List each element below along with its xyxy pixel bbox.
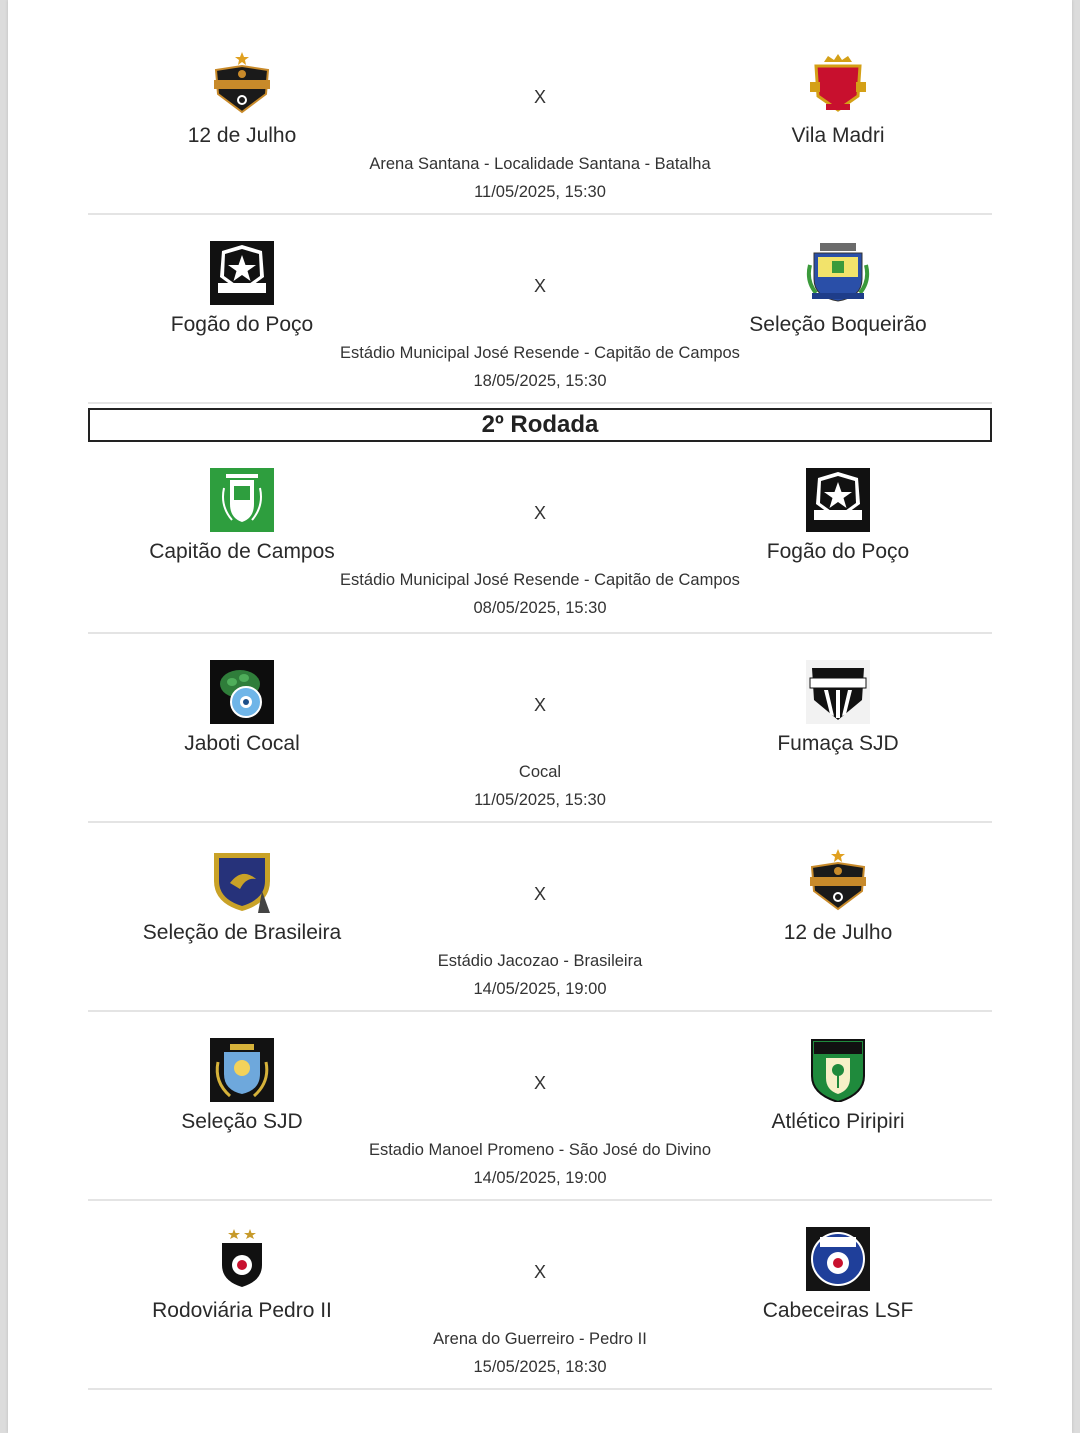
away-team-name: 12 de Julho xyxy=(783,921,893,944)
away-team xyxy=(678,1038,998,1134)
away-team xyxy=(678,660,998,756)
away-team-name: Cabeceiras LSF xyxy=(762,1299,914,1322)
match-venue: Estádio Jacozao - Brasileira xyxy=(437,952,643,970)
away-team xyxy=(678,52,998,148)
match-row xyxy=(88,0,992,215)
versus-label: X xyxy=(533,276,546,296)
home-team-name: Rodoviária Pedro II xyxy=(152,1299,332,1322)
away-team xyxy=(678,468,998,564)
fixtures-list xyxy=(88,0,992,1390)
match-datetime: 14/05/2025, 19:00 xyxy=(473,1169,607,1187)
match-datetime: 18/05/2025, 15:30 xyxy=(473,372,607,390)
match-datetime: 11/05/2025, 15:30 xyxy=(474,791,606,809)
match-row xyxy=(88,634,992,823)
versus-label: X xyxy=(533,87,546,107)
away-team-name: Fogão do Poço xyxy=(766,540,910,563)
match-row xyxy=(88,1012,992,1201)
versus-label: X xyxy=(533,695,546,715)
home-team-name: Capitão de Campos xyxy=(149,540,335,563)
match-datetime: 11/05/2025, 15:30 xyxy=(474,183,606,201)
away-team xyxy=(678,849,998,945)
striped-shield-icon xyxy=(806,660,870,724)
versus-label: X xyxy=(533,1073,546,1093)
home-team-name: 12 de Julho xyxy=(187,124,297,147)
piripiri-green-shield-icon xyxy=(806,1038,870,1102)
shield-black-star-icon xyxy=(806,849,870,913)
versus-label: X xyxy=(533,503,546,523)
versus-label: X xyxy=(533,884,546,904)
match-venue: Arena Santana - Localidade Santana - Batalha xyxy=(369,155,711,173)
match-venue: Estádio Municipal José Resende - Capitão de Campos xyxy=(340,344,740,362)
navy-crest-ball-icon xyxy=(806,1227,870,1291)
match-datetime: 08/05/2025, 15:30 xyxy=(473,599,607,617)
match-venue: Estádio Municipal José Resende - Capitão de Campos xyxy=(340,571,740,589)
match-row xyxy=(88,823,992,1012)
away-team-name: Vila Madri xyxy=(791,124,885,147)
away-team-name: Seleção Boqueirão xyxy=(749,313,927,336)
municipal-crest-blue-icon xyxy=(806,241,870,305)
match-datetime: 14/05/2025, 19:00 xyxy=(473,980,607,998)
home-team-name: Fogão do Poço xyxy=(170,313,314,336)
match-venue: Arena do Guerreiro - Pedro II xyxy=(433,1330,647,1348)
away-team xyxy=(678,1227,998,1323)
match-venue: Cocal xyxy=(518,763,562,781)
fixtures-page xyxy=(8,0,1072,1433)
match-datetime: 15/05/2025, 18:30 xyxy=(473,1358,607,1376)
match-row xyxy=(88,442,992,634)
away-team-name: Atlético Piripiri xyxy=(771,1110,905,1133)
home-team-name: Seleção de Brasileira xyxy=(142,921,342,944)
home-team-name: Jaboti Cocal xyxy=(184,732,300,755)
black-star-badge-icon xyxy=(806,468,870,532)
match-row xyxy=(88,215,992,404)
match-row xyxy=(88,1201,992,1390)
round-heading: 2º Rodada xyxy=(88,408,992,442)
crest-vm-red-icon xyxy=(806,52,870,116)
versus-label: X xyxy=(533,1262,546,1282)
away-team xyxy=(678,241,998,337)
match-venue: Estadio Manoel Promeno - São José do Divino xyxy=(368,1141,712,1159)
away-team-name: Fumaça SJD xyxy=(777,732,899,755)
home-team-name: Seleção SJD xyxy=(181,1110,303,1133)
